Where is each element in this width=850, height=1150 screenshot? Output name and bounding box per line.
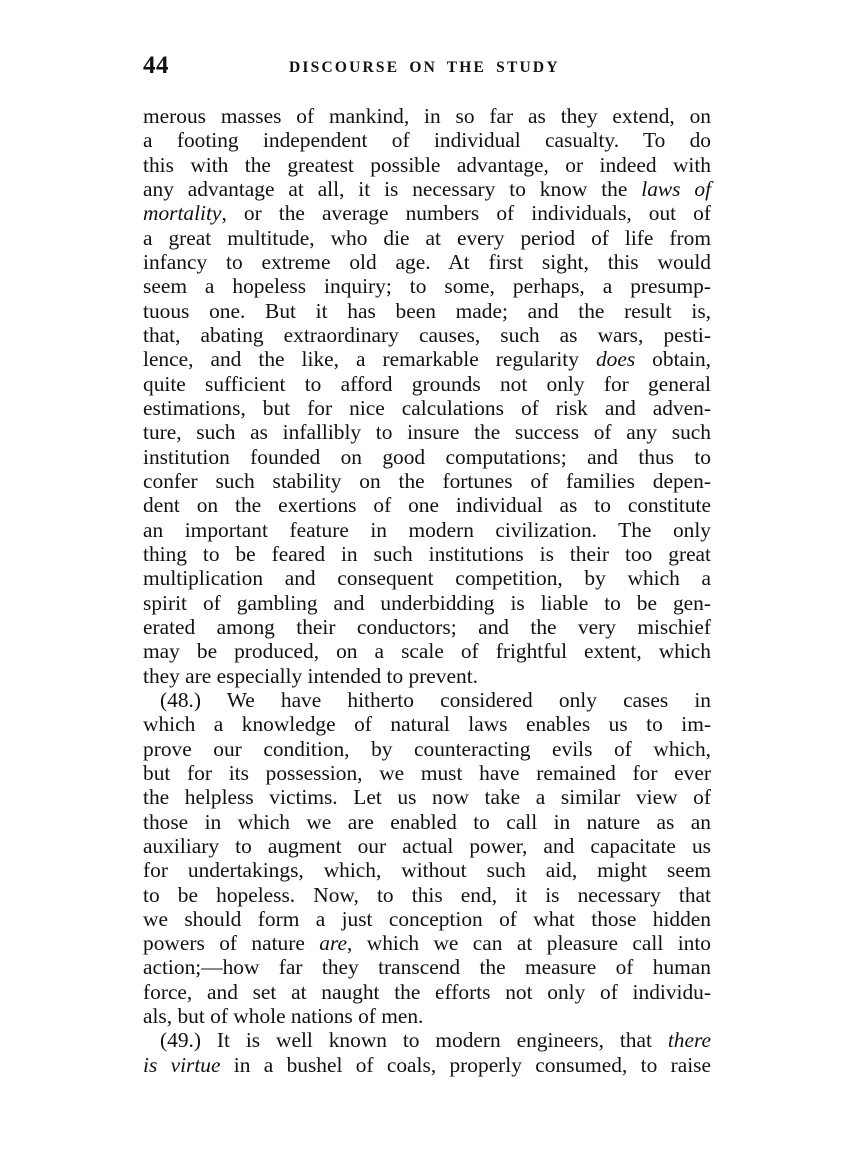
page-header [143,52,711,92]
text-run: lence, and the like, a remarkable regularity [143,347,596,372]
text-line [143,493,711,517]
text-run: (49.) It is well known to modern engineers, that [160,1028,668,1053]
text-line [143,542,711,566]
text-line [143,323,711,347]
text-line [143,1053,711,1077]
text-line [143,226,711,250]
text-run: an important feature in modern civilization. The only [143,517,711,542]
text-run: auxiliary to augment our actual power, and capacitate us [143,833,711,858]
text-run: quite sufficient to afford grounds not only for general [143,371,711,396]
text-run: thing to be feared in such institutions is their too great [143,541,711,566]
text-line [143,518,711,542]
text-line [143,201,711,225]
italic-text-run: are [319,931,348,956]
text-run: prove our condition, by counteracting evils of which, [143,736,711,761]
text-run: for undertakings, which, without such aid, might seem [143,858,711,883]
text-line [143,664,711,688]
text-line [143,858,711,882]
text-run: which a knowledge of natural laws enables us to im- [143,712,711,737]
text-line [143,639,711,663]
text-run: erated among their conductors; and the very mischief [143,614,711,639]
text-line [143,128,711,152]
text-line [143,372,711,396]
text-run: they are especially intended to prevent. [143,663,478,688]
text-run: a great multitude, who die at every period of life from [143,225,711,250]
text-run: action;—how far they transcend the measure of human [143,955,711,980]
text-run: force, and set at naught the efforts not only of individu- [143,979,711,1004]
text-run: multiplication and consequent competition, by which a [143,566,711,591]
text-line [143,469,711,493]
text-run: in a bushel of coals, properly consumed, to raise [220,1052,711,1077]
text-line [143,834,711,858]
text-run: institution founded on good computations; and thus to [143,444,711,469]
text-run: may be produced, on a scale of frightful extent, which [143,639,711,664]
text-line [143,420,711,444]
text-run: merous masses of mankind, in so far as they extend, on [143,104,711,128]
text-run: , or the average numbers of individuals, out of [221,201,711,226]
text-line [143,883,711,907]
text-line [143,177,711,201]
body-text [143,104,711,1077]
text-run: obtain, [635,347,711,372]
text-line [143,688,711,712]
text-line [143,907,711,931]
text-line [143,761,711,785]
text-run: a footing independent of individual casualty. To do [143,128,711,153]
text-run: (48.) We have hitherto considered only cases in [160,687,711,712]
text-line [143,104,711,128]
italic-text-run: mortality [143,201,222,226]
text-run: powers of nature [143,931,320,956]
text-run: this with the greatest possible advantage, or indeed with [143,152,711,177]
text-run: that, abating extraordinary causes, such as wars, pesti- [143,322,711,347]
text-line [143,737,711,761]
text-run: ture, such as infallibly to insure the success of any such [143,420,711,445]
text-run: dent on the exertions of one individual as to constitute [143,493,711,518]
text-run: but for its possession, we must have remained for ever [143,760,711,785]
text-line [143,566,711,590]
text-line [143,250,711,274]
text-line [143,785,711,809]
text-line [143,445,711,469]
text-line [143,347,711,371]
text-run: confer such stability on the fortunes of families depen- [143,468,711,493]
text-run: seem a hopeless inquiry; to some, perhaps, a presump- [143,274,711,299]
text-run: tuous one. But it has been made; and the result is, [143,298,711,323]
text-line [143,980,711,1004]
text-run: als, but of whole nations of men. [143,1004,424,1029]
text-run: spirit of gambling and underbidding is liable to be gen- [143,590,711,615]
text-line [143,1028,711,1052]
text-run: any advantage at all, it is necessary to know the [143,176,642,201]
page-number: 44 [143,52,169,79]
text-line [143,153,711,177]
italic-text-run: does [595,347,636,372]
text-run: we should form a just conception of what those hidden [143,906,711,931]
italic-text-run: there [667,1028,711,1053]
text-line [143,274,711,298]
text-line [143,712,711,736]
text-run: to be hopeless. Now, to this end, it is necessary that [143,882,711,907]
text-line [143,931,711,955]
running-head: DISCOURSE ON THE STUDY [289,59,560,76]
italic-text-run: laws of [641,176,712,201]
text-run: those in which we are enabled to call in nature as an [143,809,711,834]
text-run: infancy to extreme old age. At first sight, this would [143,249,711,274]
text-line [143,955,711,979]
text-line [143,1004,711,1028]
text-run: the helpless victims. Let us now take a similar view of [143,785,711,810]
text-line [143,591,711,615]
text-line [143,615,711,639]
text-run: , which we can at pleasure call into [347,931,711,956]
text-line [143,396,711,420]
text-run: estimations, but for nice calculations of risk and adven- [143,395,711,420]
text-line [143,810,711,834]
text-line [143,299,711,323]
italic-text-run: is virtue [143,1052,221,1077]
